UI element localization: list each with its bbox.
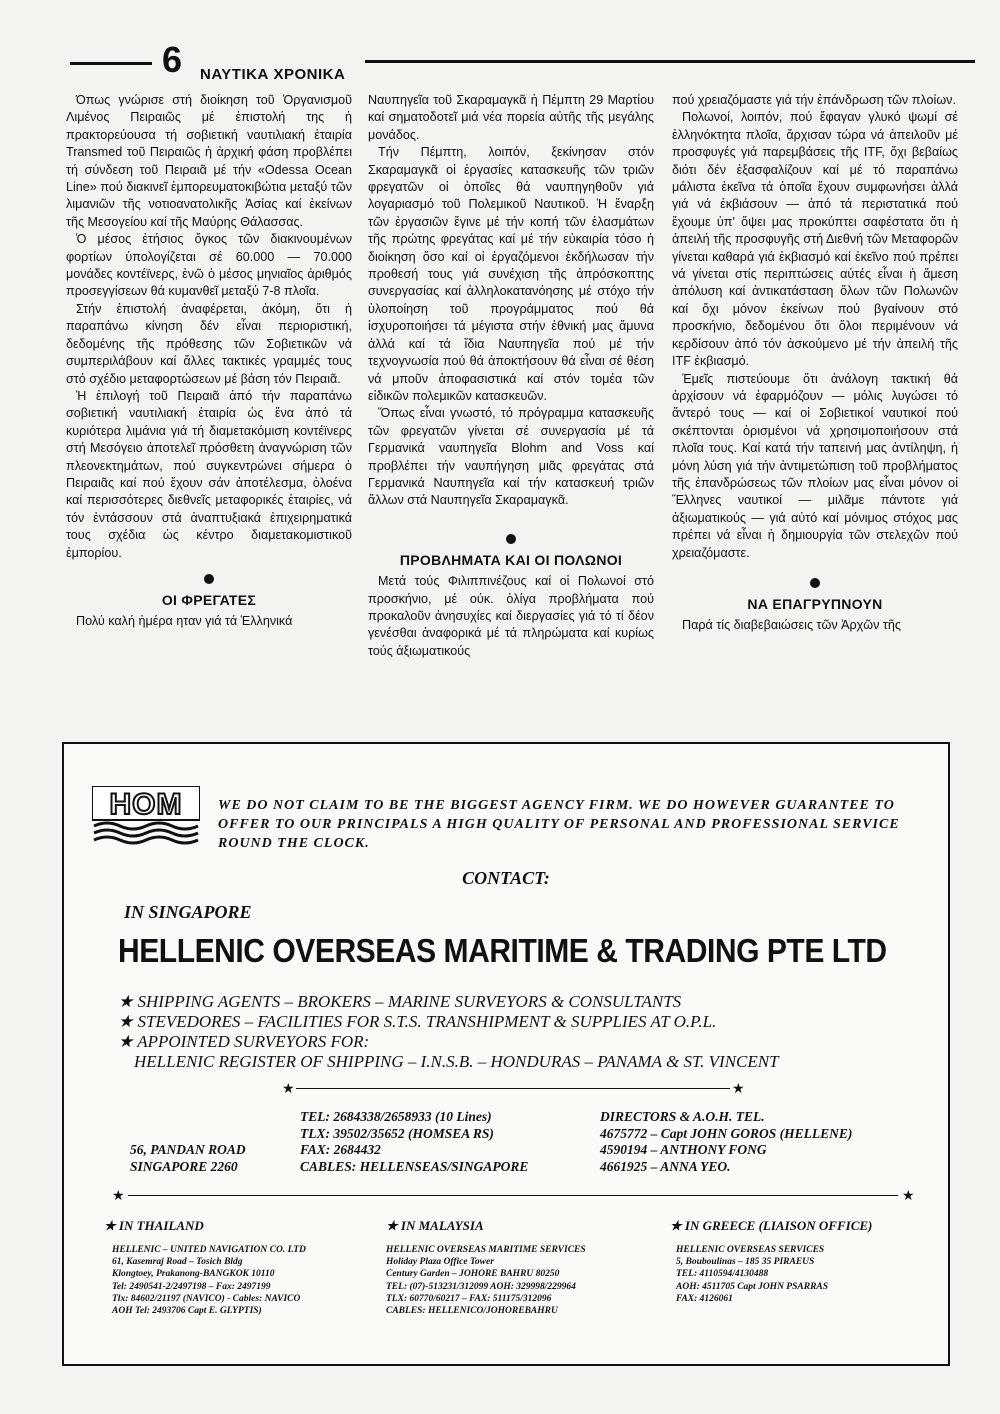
company-name: HELLENIC OVERSEAS MARITIME & TRADING PTE LTD <box>118 932 887 969</box>
page-number: 6 <box>162 39 183 80</box>
section-bullet <box>204 574 214 584</box>
hom-logo-icon <box>92 786 200 846</box>
region-greece-details: HELLENIC OVERSEAS SERVICES 5, Bouboulinas – 185 35 PIRAEUS TEL: 4110594/4130488 AOH: 4511705 Capt JOHN PSARRAS FAX: 4126061 <box>676 1245 829 1304</box>
article-column-1 <box>66 92 352 631</box>
paragraph: Ἡ ἐπιλογή τοῦ Πειραιᾶ ἀπό τήν παραπάνω σοβιετική ναυτιλιακή ἑταιρία ὡς ἕνα ἀπό τά κυριότερα λιμάνια γιά τή διαμετακόμιση κοντέϊνερς στή Μεσόγειο ἀποτελεῖ πρόσθετη ἀναγνώριση τῶν πλεονεκτημάτων, πού συγκεντρώνει σήμερα ὁ Πειραιᾶς καί πού ἔχουν σάν ἀποτέλεσμα, ὁλοένα καί περισσότερες διεθνεῖς μεταφορικές ἑταιρίες, νά τόν ἐντάσσουν στά ἀναπτυξιακά ἐπιχειρηματικά τους σχέδια ὡς κέντρο διαμετακομιστικοῦ ἐμπορίου. <box>66 388 352 560</box>
article-column-2 <box>368 92 654 660</box>
services-list <box>118 992 779 1072</box>
paragraph: Ἐμεῖς πιστεύουμε ὅτι ἀνάλογη τακτική θά ἀρχίσουν νά ἐφαρμόζουν — μόλις λυγώσει τό ἄντερό τους — καί οἱ Σοβιετικοί ναυτικοί πού σκέπτονται ὁρισμένοι νά χρησιμοποιήσουν στά πλοῖα τους. Καί κατά τήν ταπεινή μας ἀντίληψη, ἡ μόνη λύση γιά τήν ἀντιμετώπιση τοῦ προβλήματος τῆς ἐπανδρώσεως τῶν πλοίων μας εἶναι μόνον οἱ Ἕλληνες ναυτικοί — μιλᾶμε πάντοτε γιά ἀξιωματικούς — γιά αὐτό καί μόνιμος στόχος μας πρέπει νά εἶναι ἡ δημιουργία τῶν στελεχῶν πού χρειαζόμαστε. <box>672 371 958 560</box>
surveyors-line: HELLENIC REGISTER OF SHIPPING – I.N.S.B. – HONDURAS – PANAMA & ST. VINCENT <box>134 1052 779 1071</box>
header-rule-left <box>70 62 152 65</box>
paragraph: Πολωνοί, λοιπόν, πού ἔφαγαν γλυκό ψωμί σέ ἑλληνόκτητα πλοῖα, ἄρχισαν τώρα νά ἀπειλοῦν μέ προσφυγές γιά παρεμβάσεις τῆς ITF, ὄχι βεβαίως διότι δέν ἐξασφαλίζουν καί μέ τό παραπάνω μάλιστα ἐκεῖνα τά ὁποῖα ἔχουν συμφωνήσει ἀλλά γιά νά ἐκβιάσουν — ἀπό τά περιστατικά πού ἔχουμε ὑπ' ὄψει μας προκύπτει σαφέστατα ὅτι ἡ ἀπειλή τῆς προσφυγῆς στή Διεθνή τῶν Μεταφορῶν γίνεται καθαρά γιά ἐκβιασμό καί ἐκεῖνο πού πρέπει νά γίνεται στίς περιπτώσεις αὐτές εἶναι ἡ ἄμεση ἀπόλυση καί ἀντικατάσταση ὅλων τῶν Πολωνῶν καί ὄχι μόνον ἐκείνων πού βγαίνουν στό προσκήνιο, δεδομένου ὅτι ὅλοι περιμένουν νά κερδίσουν ἀπό τόν ἀσκούμενο μέ τήν ἀπειλή τῆς ITF ἐκβιασμό. <box>672 110 958 369</box>
heading-poles: ΠΡΟΒΛΗΜΑΤΑ ΚΑΙ ΟΙ ΠΟΛΩΝΟΙ <box>399 551 623 568</box>
header-rule-right <box>365 60 975 63</box>
paragraph: Ὅπως εἶναι γνωστό, τό πρόγραμμα κατασκευῆς τῶν φρεγατῶν γίνεται σέ συνεργασία μέ τά Γερμανικά ναυπηγεῖα Blohm and Voss καί προβλέπει τήν ναυπήγηση μιᾶς φρεγάτας στά Γερμανικά Ναυπηγεῖα καί τήν κατασκευή τριῶν ἄλλων στά Ναυπηγεῖα Σκαραμαγκᾶ. <box>368 406 654 508</box>
region-greece-title: ★ IN GREECE (LIAISON OFFICE) <box>670 1218 873 1233</box>
tel-line: TEL: 2684338/2658933 (10 Lines) <box>300 1109 492 1124</box>
star-icon: ★ <box>112 1187 125 1203</box>
star-icon: ★ <box>118 992 138 1011</box>
fax-line: FAX: 2684432 <box>300 1142 381 1157</box>
publication-title: ΝΑΥΤΙΚΑ ΧΡΟΝΙΚΑ <box>200 66 346 83</box>
logo-text: HOM <box>109 788 183 821</box>
service-item: ★ STEVEDORES – FACILITIES FOR S.T.S. TRANSHIPMENT & SUPPLIES AT O.P.L. <box>118 1012 717 1031</box>
star-icon: ★ <box>732 1080 745 1096</box>
service-item: ★ APPOINTED SURVEYORS FOR: <box>118 1032 370 1051</box>
address: 56, PANDAN ROAD SINGAPORE 2260 <box>130 1142 246 1174</box>
directors-title: DIRECTORS & A.O.H. TEL. <box>600 1109 765 1124</box>
paragraph: Όπως γνώρισε στή διοίκηση τοῦ Ὀργανισμοῦ Λιμένος Πειραιῶς μέ ἐπιστολή της ἡ πρακτορεύουσα τή σοβιετική ναυτιλιακή ἑταιρία Transmed τοῦ Πειραιῶς ἡ ἀρχική φάση προβλέπει τή σύνδεση τοῦ Πειραιᾶ μέ τήν «Odessa Ocean Line» πού διακινεῖ ἐμπορευματοκιβώτια μεταξύ τῶν λιμανιῶν τῆς νοτιοανατολικῆς Ἀσίας καί ἐκείνων τῆς Μεσογείου καί τῆς Μαύρης Θάλασσας. <box>66 93 352 229</box>
service-item: ★ SHIPPING AGENTS – BROKERS – MARINE SURVEYORS & CONSULTANTS <box>118 992 682 1011</box>
tlx-line: TLX: 39502/35652 (HOMSEA RS) <box>300 1125 494 1141</box>
divider <box>296 1088 730 1089</box>
region-thailand-title: ★ IN THAILAND <box>104 1218 204 1233</box>
paragraph: Ναυπηγεῖα τοῦ Σκαραμαγκᾶ ἡ Πέμπτη 29 Μαρτίου καί σηματοδοτεῖ μιά νέα πορεία αὐτῆς τῆς μεγάλης μονάδος. <box>368 93 654 142</box>
contact-numbers <box>300 1109 528 1175</box>
paragraph: Πολύ καλή ἡμέρα ηταν γιά τά Ἑλληνικά <box>76 614 293 629</box>
divider <box>128 1195 898 1196</box>
cables-line: CABLES: HELLENSEAS/SINGAPORE <box>300 1158 529 1174</box>
paragraph: Στήν ἐπιστολή ἀναφέρεται, ἀκόμη, ὅτι ἡ παραπάνω κίνηση δέν εἶναι περιοριστική, δεδομένης τῆς πρόθεσης τῶν Σοβιετικῶν νά συμπεριλάβουν καί ἄλλες τακτικές γραμμές τους στό σχέδιο μεταφορτώσεων μέ βάση τόν Πειραιᾶ. <box>66 301 352 386</box>
star-icon: ★ <box>118 1032 138 1051</box>
article-column-3 <box>672 92 958 635</box>
star-icon: ★ <box>282 1080 295 1096</box>
region-thailand-details: HELLENIC – UNITED NAVIGATION CO. LTD 61, Kasemraj Road – Tosich Bldg Klongtoey, Prakanong-BANGKOK 10110 Tel: 2490541-2/2497198 – Fax: 2497199 Tlx: 84602/21197 (NAVICO) - Cables: NAVICO AOH Tel: 2493706 Capt E. GLYPTIS) <box>112 1245 306 1317</box>
section-bullet <box>810 578 820 588</box>
star-icon: ★ <box>902 1187 915 1203</box>
section-bullet <box>506 534 516 544</box>
paragraph: Ὁ μέσος ἐτήσιος ὄγκος τῶν διακινουμένων φορτίων ὑπολογίζεται σέ 60.000 — 70.000 μονάδες κοντέϊνερς, ἐνῶ ὁ μέσος μηνιαῖος ἀριθμός προσεγγίσεων θά κυμανθεῖ μεταξύ 7-8 πλοῖα. <box>66 232 352 299</box>
directors: DIRECTORS & A.O.H. TEL. 4675772 – Capt JOHN GOROS (HELLENE) 4590194 – ANTHONY FONG 4661925 – ANNA YEO. <box>600 1109 853 1174</box>
star-icon: ★ <box>118 1012 138 1031</box>
paragraph: πού χρειαζόμαστε γιά τήν ἐπάνδρωση τῶν πλοίων. <box>672 93 956 107</box>
region-malaysia-title: ★ IN MALAYSIA <box>386 1218 484 1233</box>
paragraph: Μετά τούς Φιλιππινέζους καί οἱ Πολωνοί στό προσκήνιο, μέ ούκ. ὀλίγα προβλήματα πού προκαλοῦν ἀνησυχίες καί διεργασίες γιά τό τί δέον γενέσθαι ἀναφορικά μέ τά πληρώματα καί κυρίως τούς ἀξιωματικούς <box>368 574 654 658</box>
in-singapore-label: IN SINGAPORE <box>124 902 252 922</box>
heading-frigates: ΟΙ ΦΡΕΓΑΤΕΣ <box>161 591 257 608</box>
tagline: WE DO NOT CLAIM TO BE THE BIGGEST AGENCY FIRM. WE DO HOWEVER GUARANTEE TO OFFER TO OUR PRINCIPALS A HIGH QUALITY OF PERSONAL AND PROFESSIONAL SERVICE ROUND THE CLOCK. <box>218 798 900 851</box>
paragraph: Παρά τίς διαβεβαιώσεις τῶν Ἀρχῶν τῆς <box>682 618 901 633</box>
region-malaysia-details: HELLENIC OVERSEAS MARITIME SERVICES Holiday Plaza Office Tower Century Garden – JOHORE BAHRU 80250 TEL: (07)-513231/312099 AOH: 329998/229964 TLX: 60770/60217 – FAX: 511175/312096 CABLES: HELLENICO/JOHOREBAHRU <box>386 1245 586 1317</box>
advertisement-box <box>62 742 950 1366</box>
contact-label: CONTACT: <box>462 868 550 888</box>
paragraph: Τήν Πέμπτη, λοιπόν, ξεκίνησαν στόν Σκαραμαγκᾶ οἱ ἐργασίες κατασκευῆς τῶν τριῶν φρεγατῶν οἱ ὁποῖες θά ναυπηγηθοῦν γιά λογαριασμό τοῦ Πολεμικοῦ Ναυτικοῦ. Ἡ ἔναρξη τῶν ἐργασιῶν ἔγινε μέ τήν κοπή τῶν ἐλασμάτων τῆς πρώτης φρεγάτας καί μέ τήν εὐκαιρία τόσο ἡ διοίκηση ὅσο καί οἱ ἐργαζόμενοι ἐκδήλωσαν τήν προθεσή τους γιά συνέχιση τῆς ἀπρόσκοπτης συνεργασίας καί ἀλληλοκατανόησης μέ στόχο τήν ὑλοποίηση τοῦ προγράμματος πού θά ἰσχυροποιήσει τά μέγιστα στήν ἐθνική μας ἄμυνα ἀλλά καί τά ἴδια Ναυπηγεῖα πού μέ τήν τεχνογνωσία πού θά ἀποκτήσουν θά εἶναι σέ θέση νά μποῦν ἀποφασιστικά καί στόν τομέα τῶν εἰδικῶν πολεμικῶν κατασκευῶν. <box>368 145 654 403</box>
heading-vigilant: ΝΑ ΕΠΑΓΡΥΠΝΟΥΝ <box>747 595 883 612</box>
